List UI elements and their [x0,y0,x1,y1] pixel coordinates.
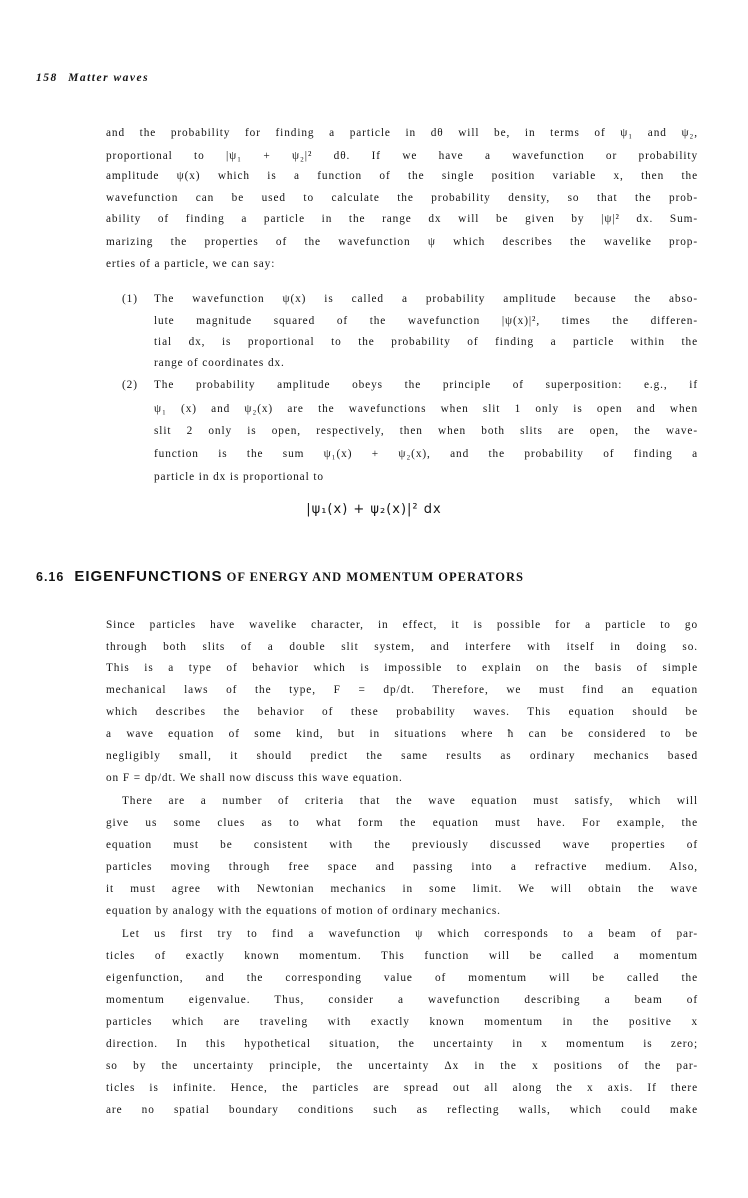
text-line: ticles of exactly known momentum. This function will be called a momentum [106,950,698,962]
text-line: a wave equation of some kind, but in situations where ħ can be considered to be [106,728,698,740]
text-line: mechanical laws of the type, F = dp/dt. Therefore, we must find an equation [106,684,698,696]
text-line: which describes the behavior of these probability waves. This equation should be [106,706,698,718]
text-line: and the probability for finding a particle in dθ will be, in terms of ψ₁ and ψ₂, [106,127,698,139]
text-line: eigenfunction, and the corresponding value of momentum will be called the [106,972,698,984]
text-line: so by the uncertainty principle, the uncertainty Δx in the x positions of the par- [106,1060,698,1072]
list-line: slit 2 only is open, respectively, then when both slits are open, the wave- [154,425,698,437]
running-head [36,72,149,84]
text-line: momentum eigenvalue. Thus, consider a wavefunction describing a beam of [106,994,698,1006]
text-line: There are a number of criteria that the wave equation must satisfy, which will [122,795,698,807]
text-line: proportional to |ψ₁ + ψ₂|² dθ. If we have a wavefunction or probability [106,150,698,162]
text-line: negligibly small, it should predict the same results as ordinary mechanics based [106,750,698,762]
section-title-rest: OF ENERGY AND MOMENTUM OPERATORS [226,570,524,584]
text-line: wavefunction can be used to calculate the probability density, so that the prob- [106,192,698,204]
list-line: ψ₁ (x) and ψ₂(x) are the wavefunctions when slit 1 only is open and when [154,403,698,415]
list-line: lute magnitude squared of the wavefunction |ψ(x)|², times the differen- [154,315,698,327]
text-line: ticles is infinite. Hence, the particles are spread out all along the x axis. If there [106,1082,698,1094]
text-line: erties of a particle, we can say: [106,258,276,270]
list-line: tial dx, is proportional to the probability of finding a particle within the [154,336,698,348]
list-line: The wavefunction ψ(x) is called a probability amplitude because the abso- [154,293,698,305]
text-line: particles moving through free space and passing into a refractive medium. Also, [106,861,698,873]
section-heading [36,568,736,586]
section-title-word: EIGENFUNCTIONS [74,568,223,585]
section-title [74,570,524,584]
list-line: The probability amplitude obeys the principle of superposition: e.g., if [154,379,698,391]
text-line: equation by analogy with the equations of motion of ordinary mechanics. [106,905,501,917]
text-line: Since particles have wavelike character, in effect, it is possible for a particle to go [106,619,698,631]
text-line: give us some clues as to what form the equation must have. For example, the [106,817,698,829]
text-line: are no spatial boundary conditions such as reflecting walls, which could make [106,1104,698,1116]
text-line: direction. In this hypothetical situation, the uncertainty in x momentum is zero; [106,1038,698,1050]
text-line: it must agree with Newtonian mechanics in some limit. We will obtain the wave [106,883,698,895]
list-number: (1) [122,293,138,305]
list-number: (2) [122,379,138,391]
text-line: on F = dp/dt. We shall now discuss this wave equation. [106,772,403,784]
text-line: equation must be consistent with the previously discussed wave properties of [106,839,698,851]
text-line: amplitude ψ(x) which is a function of the single position variable x, then the [106,170,698,182]
list-line: function is the sum ψ₁(x) + ψ₂(x), and the probability of finding a [154,448,698,460]
section-number: 6.16 [36,570,65,584]
list-line: particle in dx is proportional to [154,471,324,483]
text-line: marizing the properties of the wavefunction ψ which describes the wavelike prop- [106,236,698,248]
display-equation: |ψ₁(x) + ψ₂(x)|² dx [306,502,442,517]
page-number: 158 [36,72,58,84]
text-line: ability of finding a particle in the range dx will be given by |ψ|² dx. Sum- [106,213,698,225]
text-line: through both slits of a double slit system, and interfere with itself in doing so. [106,641,698,653]
text-line: particles which are traveling with exactly known momentum in the positive x [106,1016,698,1028]
text-line: Let us first try to find a wavefunction ψ which corresponds to a beam of par- [122,928,698,940]
text-line: This is a type of behavior which is impossible to explain on the basis of simple [106,662,698,674]
running-title: Matter waves [68,72,150,84]
list-line: range of coordinates dx. [154,357,285,369]
